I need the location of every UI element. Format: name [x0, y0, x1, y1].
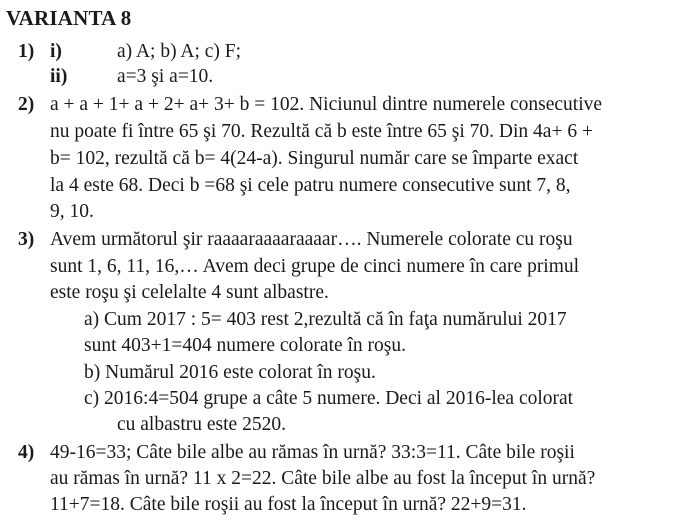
item-2-line: nu poate fi între 65 şi 70. Rezultă că b este între 65 şi 70. Din 4a+ 6 + — [50, 121, 593, 142]
item-3-line: Avem următorul şir raaaaraaaaraaaar…. Numerele colorate cu roşu — [50, 229, 573, 250]
item-2-line: la 4 este 68. Deci b =68 şi cele patru numere consecutive sunt 7, 8, — [50, 175, 571, 196]
item-4-line: 11+7=18. Câte bile roşii au fost la început în urnă? 22+9=31. — [50, 494, 527, 515]
item-3-sub-line: b) Numărul 2016 este colorat în roşu. — [84, 362, 376, 383]
item-3-sub-line: c) 2016:4=504 grupe a câte 5 numere. Deci al 2016-lea colorat — [84, 388, 574, 409]
page-title: VARIANTA 8 — [6, 6, 132, 30]
item-2-line: b= 102, rezultă că b= 4(24-a). Singurul număr care se împarte exact — [50, 148, 579, 169]
item-4-line: au rămas în urnă? 11 x 2=22. Câte bile albe au fost la început în urnă? — [50, 468, 596, 489]
item-3-sub-line: sunt 403+1=404 numere colorate în roşu. — [84, 335, 407, 356]
item-2-line: 9, 10. — [50, 201, 94, 222]
item-2-line: a + a + 1+ a + 2+ a+ 3+ b = 102. Niciunul dintre numerele consecutive — [50, 94, 603, 115]
item-3-sub-line: cu albastru este 2520. — [117, 414, 286, 435]
item-3-line: este roşu şi celelalte 4 sunt albastre. — [50, 282, 329, 303]
item-3-sub-line: a) Cum 2017 : 5= 403 rest 2,rezultă că în faţa numărului 2017 — [84, 309, 567, 330]
item-1-part-i-label: i) — [50, 41, 62, 62]
item-1-part-i-text: a) A; b) A; c) F; — [117, 41, 242, 62]
item-1-number: 1) — [18, 41, 35, 62]
item-3-number: 3) — [18, 229, 35, 250]
item-4-line: 49-16=33; Câte bile albe au rămas în urnă? 33:3=11. Câte bile roşii — [50, 442, 575, 463]
item-4-number: 4) — [18, 442, 35, 463]
item-1-part-ii-label: ii) — [50, 66, 68, 87]
item-1-part-ii-text: a=3 şi a=10. — [117, 66, 214, 87]
item-2-number: 2) — [18, 94, 35, 115]
item-3-line: sunt 1, 6, 11, 16,… Avem deci grupe de cinci numere în care primul — [50, 256, 580, 277]
